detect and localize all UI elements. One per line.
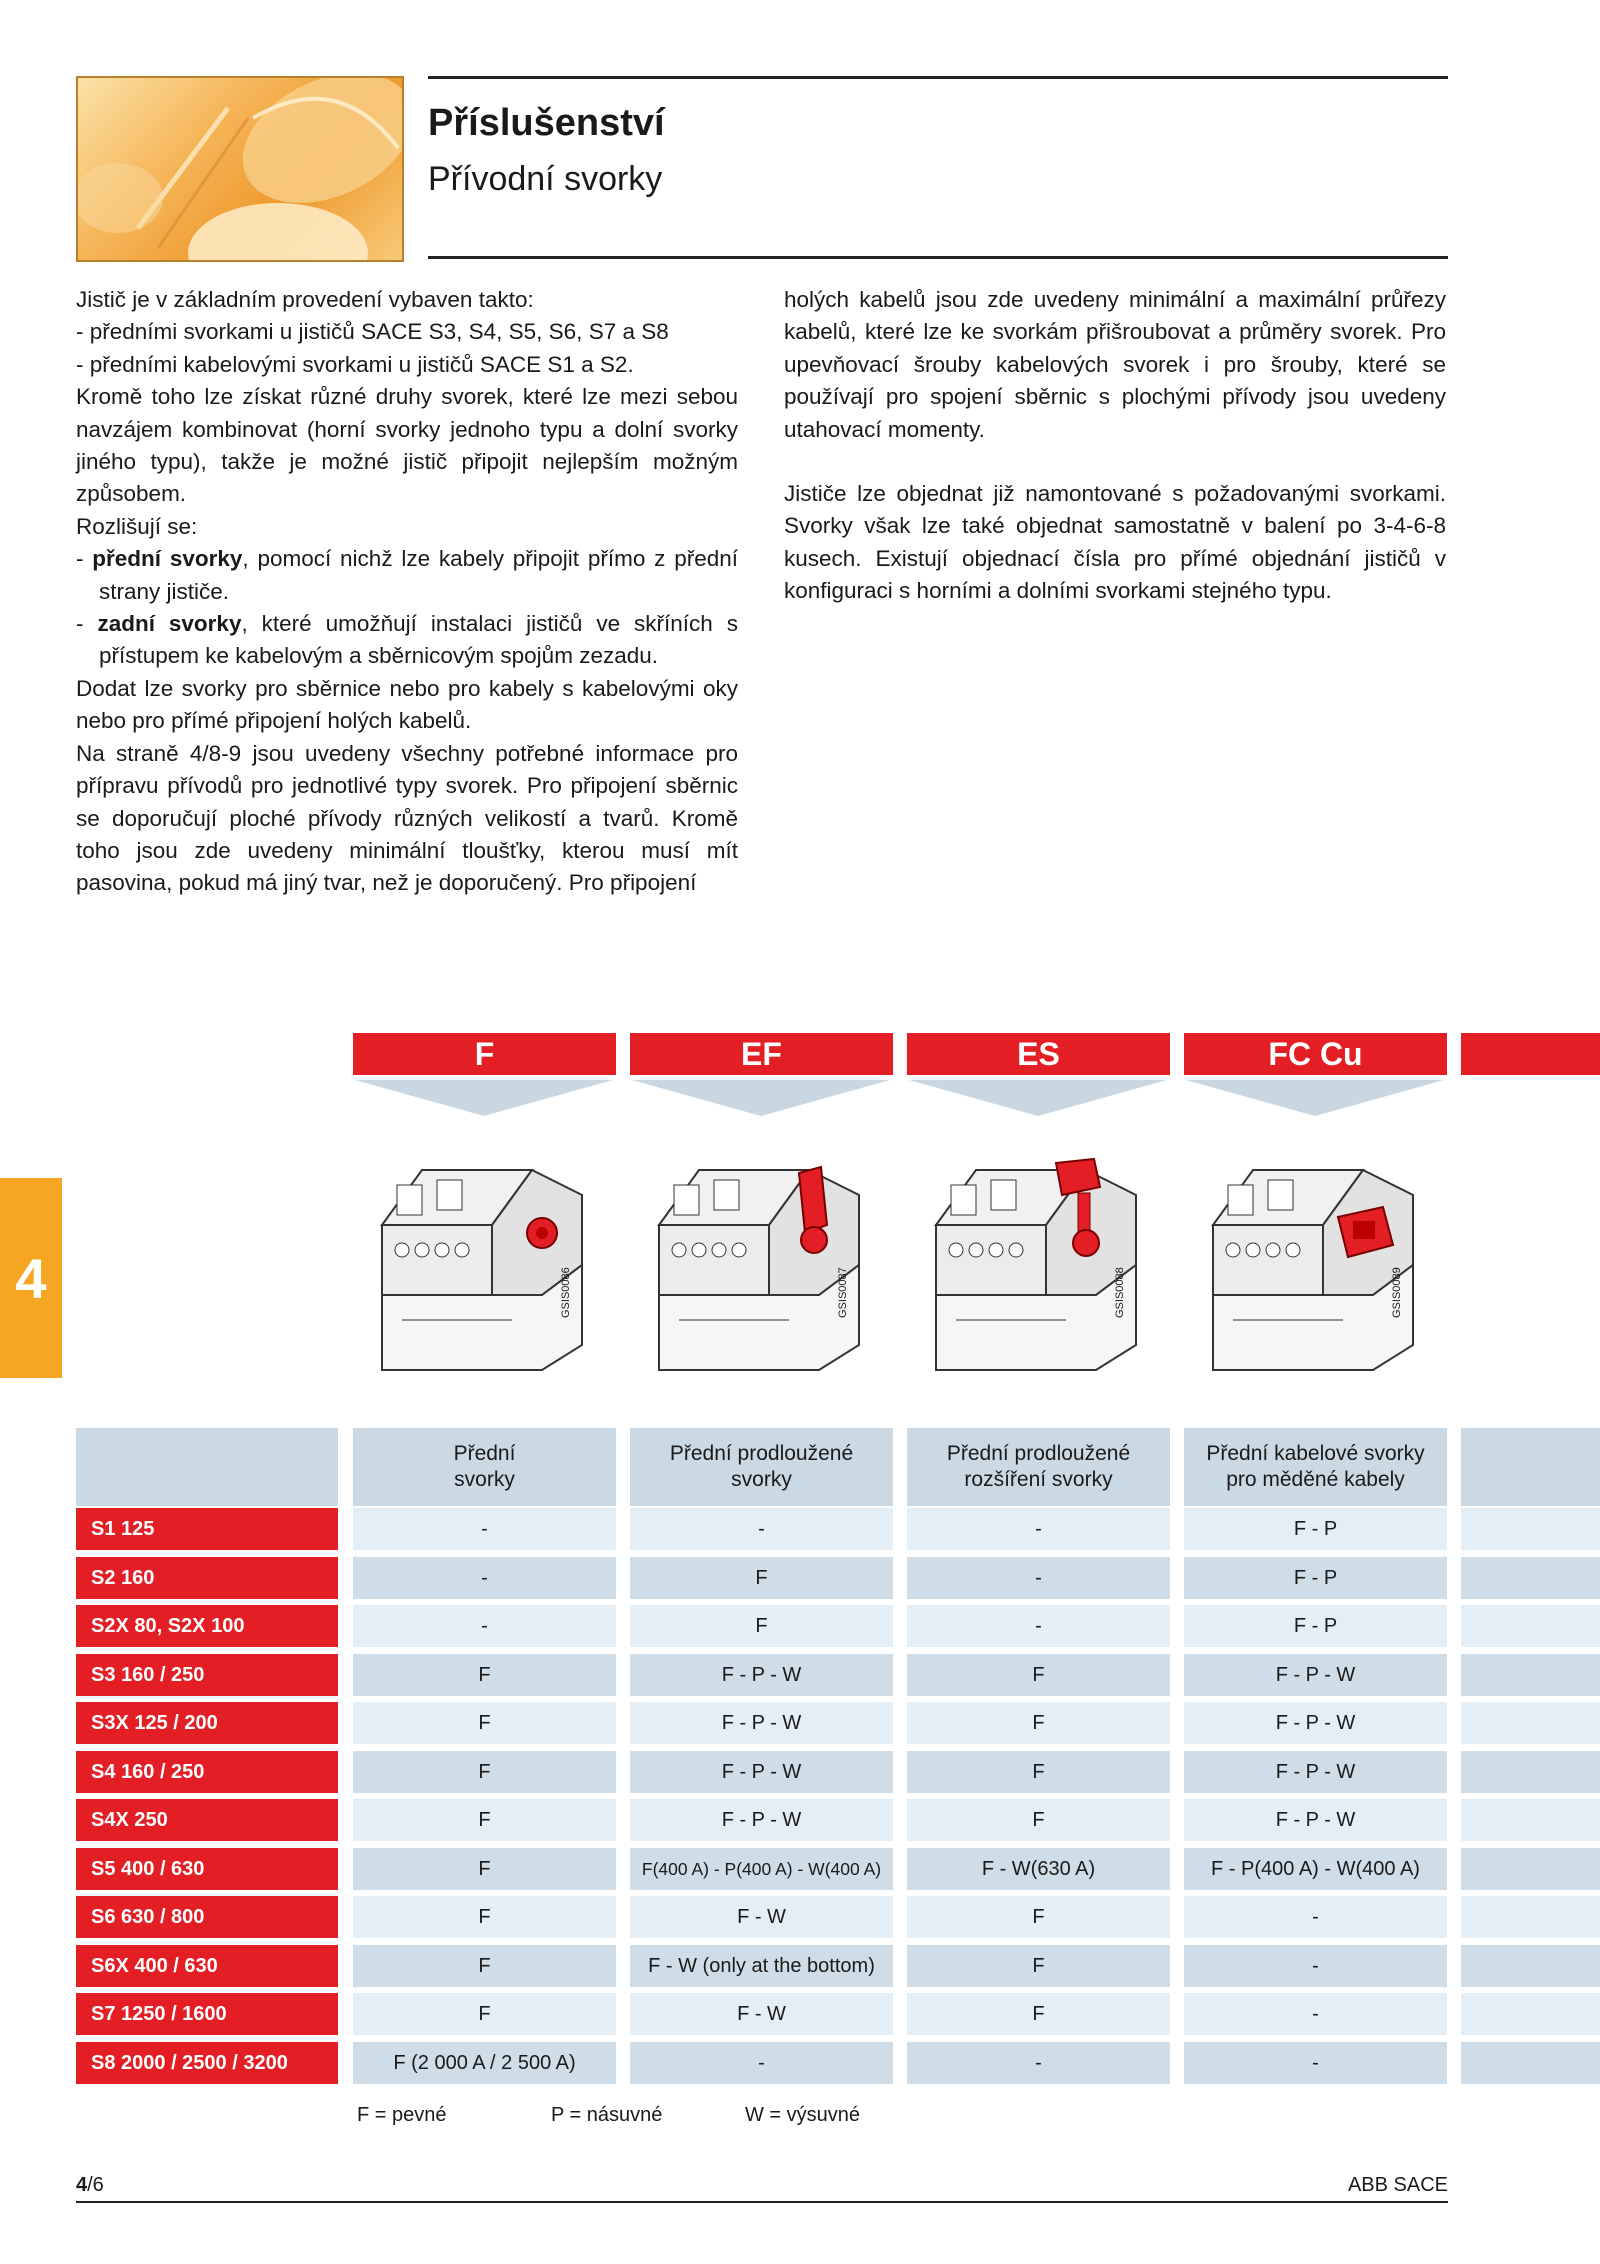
table-cell: - [907,1605,1170,1647]
table-cell: F - P [1184,1605,1447,1647]
table-cell: - [353,1508,616,1550]
table-cell-next [1461,2042,1600,2084]
header-bottom-rule [428,256,1448,259]
image-code: GSIS0089 [1391,1267,1403,1318]
table-cell: F [353,1654,616,1696]
table-row-label: S1 125 [76,1508,338,1550]
image-code: GSIS0087 [837,1267,849,1318]
table-cell-next [1461,1848,1600,1890]
table-cell: F - W [630,1993,893,2035]
table-cell: F - P - W [630,1751,893,1793]
bullet-item: - zadní svorky, které umožňují instalaci jističů ve skříních s přístupem ke kabelovým a sběrnicovým spojům zezadu. [76,611,739,669]
footer-rule [76,2201,1448,2203]
table-cell: F [353,1993,616,2035]
bold-term: přední svorky [92,546,243,572]
page-subtitle: Přívodní svorky [428,160,663,198]
table-cell: - [1184,1945,1447,1987]
table-cell-next [1461,1654,1600,1696]
paragraph: Dodat lze svorky pro sběrnice nebo pro kabely s kabelovými oky nebo pro přímé připojení holých kabelů. [76,675,738,734]
table-cell: - [630,1508,893,1550]
image-code: GSIS0086 [560,1267,572,1318]
table-cell: F [907,1896,1170,1938]
table-cell-next [1461,1702,1600,1744]
table-cell: F [353,1896,616,1938]
table-cell: - [907,1557,1170,1599]
table-row-label: S6 630 / 800 [76,1896,338,1938]
table-cell: F - P - W [1184,1751,1447,1793]
bold-term: zadní svorky [97,611,242,637]
table-cell: F - P - W [630,1702,893,1744]
table-row-label: S6X 400 / 630 [76,1945,338,1987]
paragraph: Na straně 4/8-9 jsou uvedeny všechny potřebné informace pro přípravu přívodů pro jednotlivé typy svorek. Pro připojení sběrnic se doporučují ploché přívody různých velikostí a tvarů. Kromě toho jsou zde uvedeny minimální tloušťky, kterou musí mít pasovina, pokud má jiný tvar, než je doporučený. Pro připojení [76,740,738,896]
page-number: 4/6 [76,2174,104,2196]
table-cell: - [630,2042,893,2084]
table-cell: F [907,1702,1170,1744]
table-cell: - [907,2042,1170,2084]
table-header-es: Přední prodloužené rozšíření svorky [907,1428,1170,1506]
legend-fixed: F = pevné [357,2104,447,2126]
table-cell-next [1461,1993,1600,2035]
table-cell: F - P - W [1184,1799,1447,1841]
column-code-ef: EF [630,1033,893,1075]
terminal-image-es [916,1155,1176,1380]
table-cell-next [1461,1605,1600,1647]
table-header-next [1461,1428,1600,1506]
table-header-f: Přední svorky [353,1428,616,1506]
table-cell: - [353,1605,616,1647]
table-row-label: S5 400 / 630 [76,1848,338,1890]
table-cell: F [907,1799,1170,1841]
table-cell: F - W(630 A) [907,1848,1170,1890]
table-cell: F [907,1654,1170,1696]
column-code-es: ES [907,1033,1170,1075]
table-cell: F - P(400 A) - W(400 A) [1184,1848,1447,1890]
table-cell-next [1461,1896,1600,1938]
table-cell: F [353,1799,616,1841]
table-cell-next [1461,1799,1600,1841]
table-cell: - [1184,1993,1447,2035]
column-code-fc-cu: FC Cu [1184,1033,1447,1075]
table-cell: F - P [1184,1508,1447,1550]
table-cell: F(400 A) - P(400 A) - W(400 A) [630,1848,893,1890]
table-row-label: S3X 125 / 200 [76,1702,338,1744]
table-row-label: S2X 80, S2X 100 [76,1605,338,1647]
table-cell-next [1461,1508,1600,1550]
column-pointer [909,1080,1167,1116]
paragraph: Jističe lze objednat již namontované s požadovanými svorkami. Svorky však lze také objednat samostatně v balení po 3-4-6-8 kusech. Existují objednací čísla pro přímé objednání jističů v konfiguraci s horními a dolními svorkami stejného typu. [784,481,1446,604]
table-row-label: S4 160 / 250 [76,1751,338,1793]
legend-withdrawable: W = výsuvné [745,2104,861,2126]
legend-plugin: P = násuvné [551,2104,663,2126]
bullet-item: - přední svorky, pomocí nichž lze kabely připojit přímo z přední strany jističe. [76,546,738,604]
table-cell: - [1184,1896,1447,1938]
table-header-ef: Přední prodloužené svorky [630,1428,893,1506]
table-cell: F [630,1557,893,1599]
table-cell: F - W (only at the bottom) [630,1945,893,1987]
column-pointer [1186,1080,1444,1116]
table-row-label: S2 160 [76,1557,338,1599]
table-header-fc-cu: Přední kabelové svorky pro měděné kabely [1184,1428,1447,1506]
body-column-left [76,284,738,900]
section-tab: 4 [0,1178,62,1378]
table-cell: F - W [630,1896,893,1938]
page-title: Příslušenství [428,102,665,144]
table-cell-next [1461,1751,1600,1793]
column-code-f: F [353,1033,616,1075]
column-pointer [632,1080,890,1116]
table-row-label: S3 160 / 250 [76,1654,338,1696]
table-cell: F - P [1184,1557,1447,1599]
bullet-item: - předními svorkami u jističů SACE S3, S4, S5, S6, S7 a S8 [76,319,669,345]
table-cell: F [907,1945,1170,1987]
table-cell: - [907,1508,1170,1550]
table-row-label: S8 2000 / 2500 / 3200 [76,2042,338,2084]
table-cell: F - P - W [630,1799,893,1841]
header-top-rule [428,76,1448,79]
header-logo-image [76,76,404,262]
terminal-image-f [362,1155,622,1380]
column-code-next [1461,1033,1600,1075]
table-cell: F - P - W [1184,1654,1447,1696]
column-pointer [355,1080,613,1116]
table-row-label: S7 1250 / 1600 [76,1993,338,2035]
terminal-image-ef [639,1155,899,1380]
table-cell: F [353,1848,616,1890]
table-cell: F [353,1702,616,1744]
table-cell: - [1184,2042,1447,2084]
paragraph: Kromě toho lze získat různé druhy svorek, které lze mezi sebou navzájem kombinovat (horní svorky jednoho typu a dolní svorky jiného typu), takže je možné jistič připojit nejlepším možným způsobem. [76,384,738,507]
terminal-image-fc-cu [1193,1155,1453,1380]
paragraph: holých kabelů jsou zde uvedeny minimální a maximální průřezy kabelů, které lze ke svorkám přišroubovat a průměry svorek. Pro upevňovací šrouby kabelových svorek i pro šrouby, které se používají pro spojení sběrnic s plochými přívody jsou uvedeny utahovací momenty. [784,287,1446,442]
bullet-item: - předními kabelovými svorkami u jističů SACE S1 a S2. [76,351,634,377]
table-cell: F - P - W [1184,1702,1447,1744]
table-cell: F [353,1945,616,1987]
table-cell-next [1461,1945,1600,1987]
paragraph: Jistič je v základním provedení vybaven takto: [76,287,534,312]
table-cell: - [353,1557,616,1599]
table-cell: F - P - W [630,1654,893,1696]
table-cell: F [353,1751,616,1793]
table-cell-next [1461,1557,1600,1599]
image-code: GSIS0088 [1114,1267,1126,1318]
table-cell: F [907,1993,1170,2035]
table-cell: F (2 000 A / 2 500 A) [353,2042,616,2084]
body-column-right [784,284,1446,608]
table-cell: F [907,1751,1170,1793]
table-row-label: S4X 250 [76,1799,338,1841]
table-header-blank [76,1428,338,1506]
table-cell: F [630,1605,893,1647]
paragraph: Rozlišují se: [76,513,198,539]
footer-brand: ABB SACE [1347,2174,1448,2196]
